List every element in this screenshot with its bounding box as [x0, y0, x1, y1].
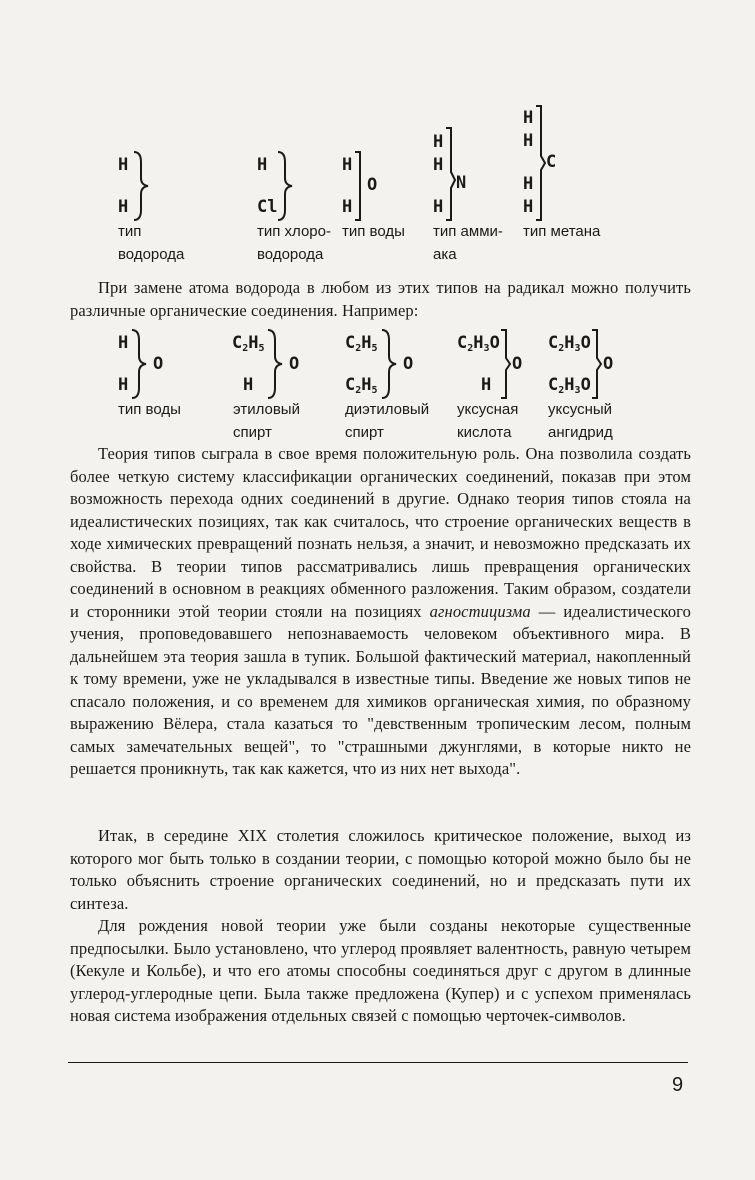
- ex4-caption-1: уксусная: [457, 401, 519, 418]
- ex3-bottom: $C_2H_5$: [345, 375, 378, 396]
- type2-brace-icon: [276, 150, 298, 222]
- paragraph-1: При замене атома водорода в любом из этих типов на радикал можно получить различные органические соединения. Например:: [70, 278, 691, 320]
- ex2-group: O: [289, 354, 300, 374]
- type2-caption-2: водорода: [257, 246, 324, 263]
- footer-rule: [68, 1062, 688, 1063]
- ex2-caption-1: этиловый: [233, 401, 300, 418]
- ex1-brace-icon: [130, 328, 152, 400]
- ex5-caption-1: уксусный: [548, 401, 613, 418]
- paragraph-2-part-a: Теория типов сыграла в свое время положительную роль. Она позволила создать более четкую систему классификации органических соединений, показав при этом возможность перехода одних соединений в другие. Однако теория типов стояла на идеалистических позициях, так как считалось, что строение органических веществ в ходе химических превращений познать нельзя, а значит, и невозможно предсказать их свойства. В теории типов рассматривались лишь превращения органических соединений в основном в реакциях обменного разложения. Таким образом, создатели и сторонники этой теории стояли на позициях: [70, 444, 691, 621]
- type4-caption-2: ака: [433, 246, 457, 263]
- type5-atom-1: H: [523, 108, 534, 128]
- type1-caption-2: водорода: [118, 246, 185, 263]
- type5-caption-1: тип метана: [523, 223, 601, 240]
- type4-atom-1: H: [433, 132, 444, 152]
- type4-caption-1: тип амми-: [433, 223, 503, 240]
- ex5-top: $C_2H_3O$: [548, 333, 591, 354]
- type4-atom-2: H: [433, 155, 444, 175]
- type2-caption-1: тип хлоро-: [257, 223, 331, 240]
- ex4-caption-2: кислота: [457, 424, 512, 441]
- paragraph-4: Для рождения новой теории уже были созданы некоторые существенные предпосылки. Было установлено, что углерод проявляет валентность, равную четырем (Кекуле и Кольбе), и что его атомы способны соединяться друг с другом в длинные углерод-углеродные цепи. Была также предложена (Купер) и с успехом применялась новая система изображения отдельных связей с помощью черточек-символов.: [70, 916, 691, 1025]
- type3-group: O: [367, 175, 378, 195]
- type3-bracket-icon: [354, 150, 368, 222]
- type3-atom-bottom: H: [342, 197, 353, 217]
- paragraph-3: Итак, в середине XIX столетия сложилось критическое положение, выход из которого мог быть только в создании теории, с помощью которой можно было бы не только объяснить строение органических соединений, но и предсказать пути их синтеза.: [70, 826, 691, 913]
- paragraph-2: [70, 443, 691, 781]
- type1-brace-icon: [132, 150, 154, 222]
- type2-atom-top: H: [257, 155, 268, 175]
- ex3-caption-2: спирт: [345, 424, 384, 441]
- ex1-caption-1: тип воды: [118, 401, 181, 418]
- paragraph-2-part-b: — идеалистического учения, проповедовавшего непознаваемость человеком объективного мира. В дальнейшем эта теория зашла в тупик. Большой фактический материал, накопленный к тому времени, уже не укладывался в известные типы. Введение же новых типов не спасало положения, и со временем для химиков органическая химия, по образному выражению Вёлера, стала казаться то "девственным тропическим лесом, полным самых замечательных вещей", то "страшными джунглями, в которые никто не решается проникнуть, так как кажется, что из них нет выхода".: [70, 601, 691, 778]
- type1-atom-top: H: [118, 155, 129, 175]
- ex1-top: H: [118, 333, 129, 353]
- term-agnosticism: агностицизма: [429, 601, 531, 621]
- ex4-top: $C_2H_3O$: [457, 333, 500, 354]
- type1-atom-bottom: H: [118, 197, 129, 217]
- type5-atom-3: H: [523, 174, 534, 194]
- type1-caption-1: тип: [118, 223, 142, 240]
- ex1-group: O: [153, 354, 164, 374]
- ex5-bottom: $C_2H_3O$: [548, 375, 591, 396]
- ex3-caption-1: диэтиловый: [345, 401, 430, 418]
- page-number: 9: [672, 1074, 684, 1096]
- type4-atom-3: H: [433, 197, 444, 217]
- ex3-top: $C_2H_5$: [345, 333, 378, 354]
- type2-atom-bottom: Cl: [257, 197, 278, 217]
- ex4-group: O: [512, 354, 523, 374]
- ex5-caption-2: ангидрид: [548, 424, 613, 441]
- ex1-bottom: H: [118, 375, 129, 395]
- ex3-group: O: [403, 354, 414, 374]
- ex5-group: O: [603, 354, 614, 374]
- type3-caption-1: тип воды: [342, 223, 405, 240]
- type5-atom-2: H: [523, 131, 534, 151]
- type4-group: N: [456, 173, 467, 193]
- ex2-caption-2: спирт: [233, 424, 272, 441]
- type3-atom-top: H: [342, 155, 353, 175]
- ex4-bottom: H: [481, 375, 492, 395]
- type5-group: C: [546, 152, 557, 172]
- ex3-brace-icon: [380, 328, 402, 400]
- ex2-bottom: H: [243, 375, 254, 395]
- ex2-top: $C_2H_5$: [232, 333, 265, 354]
- ex2-brace-icon: [266, 328, 288, 400]
- type5-atom-4: H: [523, 197, 534, 217]
